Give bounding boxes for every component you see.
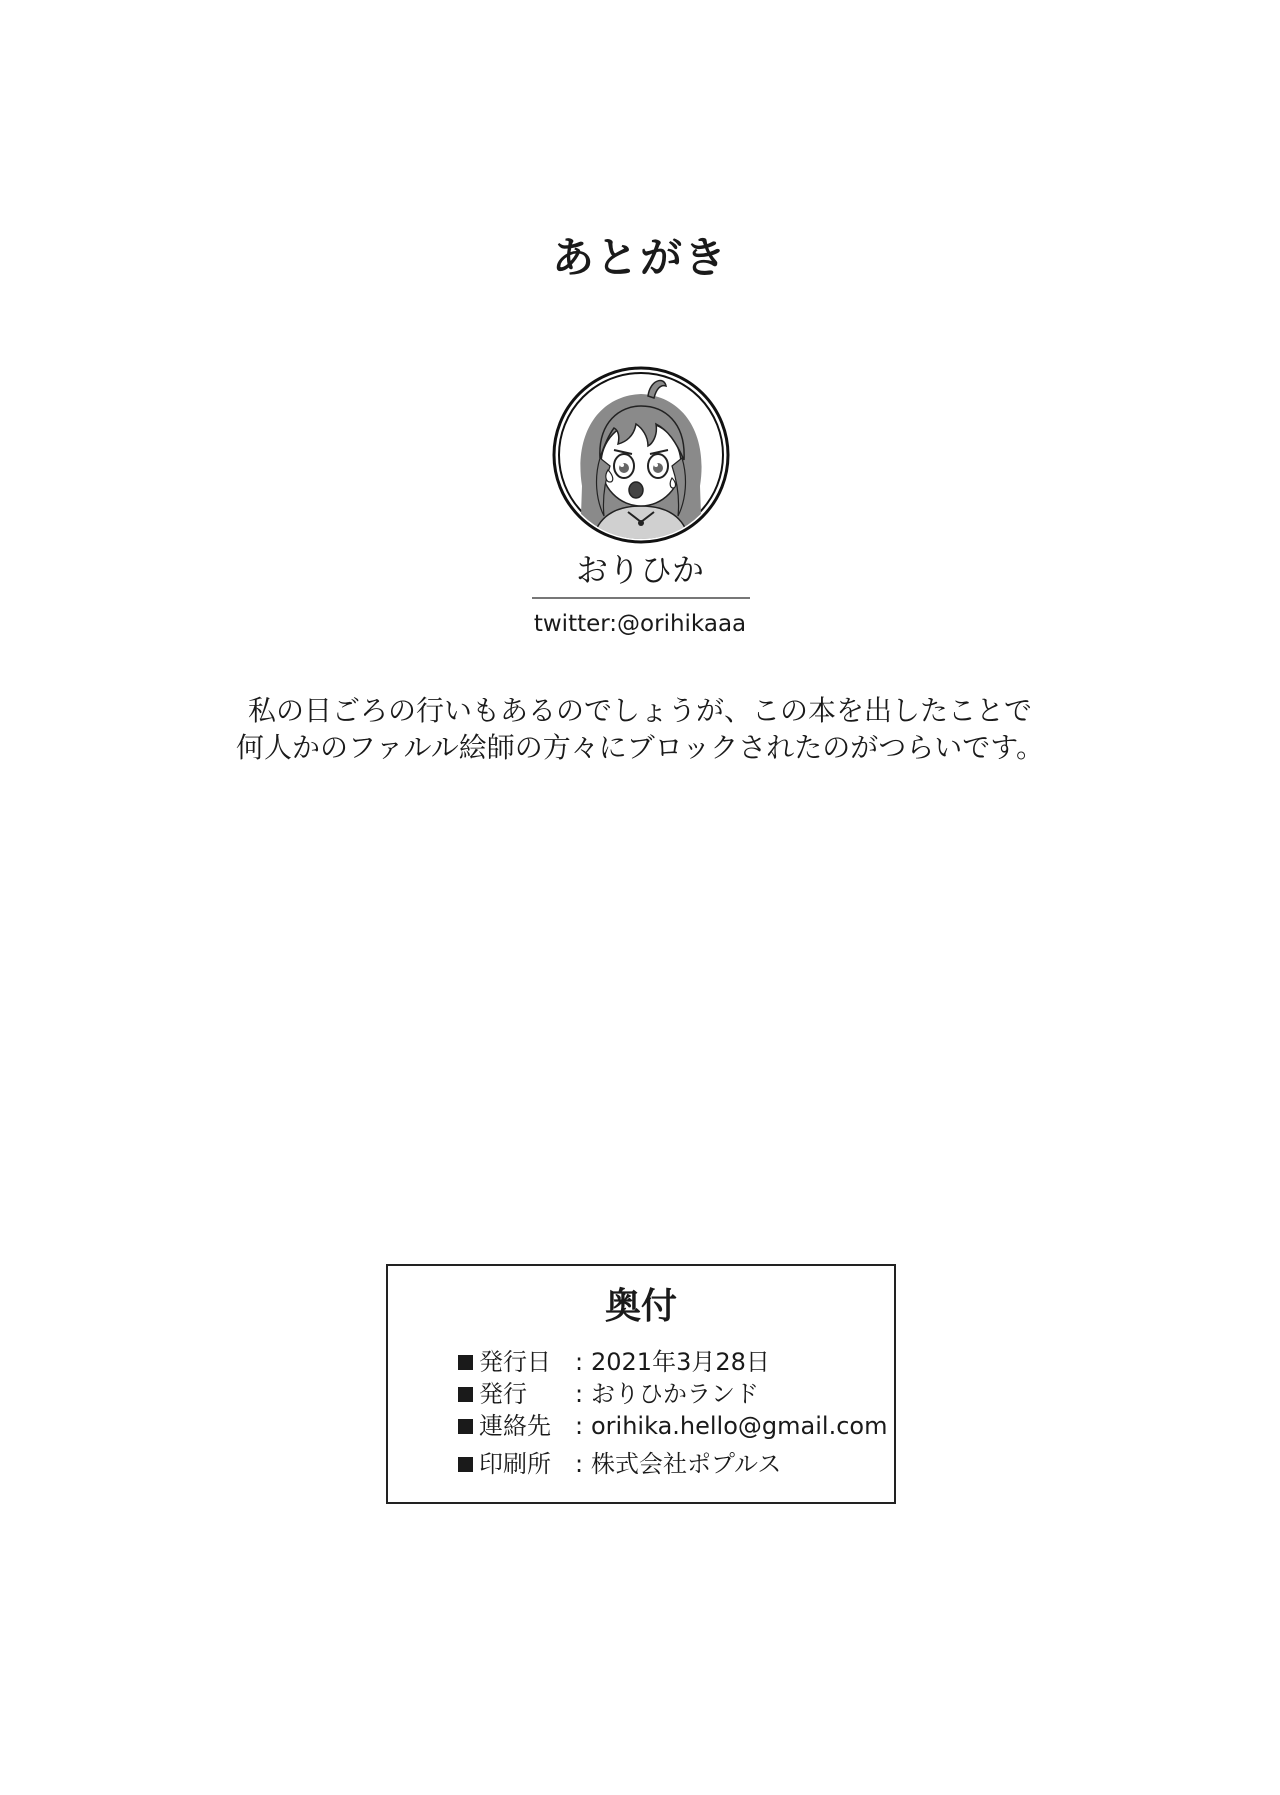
colophon-row-issue-date [458,1346,894,1378]
colophon-row-contact [458,1410,894,1442]
square-bullet-icon [458,1387,473,1402]
colophon-label: 印刷所 [479,1450,551,1478]
colophon-value: orihika.hello@gmail.com [591,1412,888,1440]
colophon-title: 奥付 [604,1286,677,1327]
author-divider [532,597,750,599]
colophon-value: 株式会社ポプルス [591,1450,782,1478]
square-bullet-icon [458,1457,473,1472]
author-name: おりひか [575,551,704,589]
colophon-label: 連絡先 [479,1412,551,1440]
colophon-box [386,1264,896,1504]
square-bullet-icon [458,1355,473,1370]
colophon-label: 発行日 [479,1348,551,1376]
square-bullet-icon [458,1419,473,1434]
colophon-separator: : [574,1412,584,1440]
colophon-rows [388,1346,894,1480]
afterword-message [0,692,1280,766]
colophon-separator: : [574,1348,584,1376]
twitter-handle: twitter:@orihikaaa [533,611,747,637]
colophon-value: おりひかランド [591,1380,759,1408]
author-avatar-icon [552,366,730,544]
colophon-value: 2021年3月28日 [591,1348,770,1376]
message-line: 私の日ごろの行いもあるのでしょうが、この本を出したことで [247,694,1032,727]
colophon-separator: : [574,1380,584,1408]
colophon-row-printer [458,1448,894,1480]
page-title: あとがき [551,233,728,282]
colophon-row-publisher [458,1378,894,1410]
message-line: 何人かのファルル絵師の方々にブロックされたのがつらいです。 [236,731,1044,764]
colophon-separator: : [574,1450,584,1478]
colophon-label: 発行 [479,1380,527,1408]
